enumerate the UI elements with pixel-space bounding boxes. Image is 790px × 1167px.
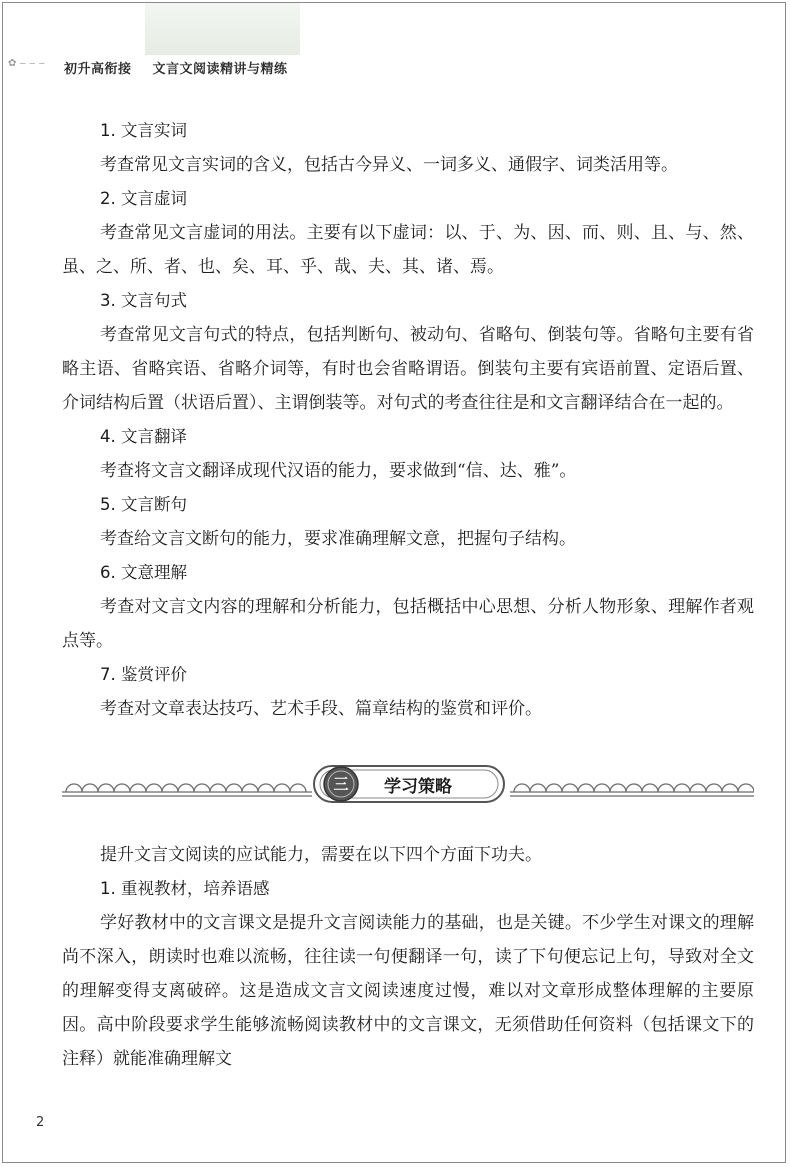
section-heading: 1. 文言实词 [100, 121, 187, 140]
section-body: 考查给文言文断句的能力，要求准确理解文意，把握句子结构。 [100, 529, 576, 549]
section-heading: 4. 文言翻译 [100, 427, 187, 446]
header-series: 初升高衔接 [64, 62, 132, 77]
section-4 [62, 420, 754, 488]
section-5 [62, 488, 754, 556]
running-header [64, 58, 288, 77]
section-6 [62, 556, 754, 658]
strategy-heading: 1. 重视教材，培养语感 [100, 879, 270, 898]
section-heading: 3. 文言句式 [100, 291, 187, 310]
section-7 [62, 658, 754, 726]
section-body: 考查对文言文内容的理解和分析能力，包括概括中心思想、分析人物形象、理解作者观点等。 [62, 597, 754, 651]
section-banner [62, 752, 754, 816]
section-body: 考查常见文言句式的特点，包括判断句、被动句、省略句、倒装句等。省略句主要有省略主语、省略宾语、省略介词等，有时也会省略谓语。倒装句主要有宾语前置、定语后置、介词结构后置（状语后置）、主谓倒装等。对句式的考查往往是和文言翻译结合在一起的。 [62, 325, 754, 413]
header-decoration [145, 3, 300, 55]
main-content [62, 114, 754, 1076]
section-heading: 7. 鉴赏评价 [100, 665, 187, 684]
corner-ornament: ✿ ‒ ‒ ‒ [8, 58, 46, 69]
section-3 [62, 284, 754, 420]
section-body: 考查常见文言实词的含义，包括古今异义、一词多义、通假字、词类活用等。 [100, 155, 678, 175]
strategy-intro: 提升文言文阅读的应试能力，需要在以下四个方面下功夫。 [100, 845, 542, 865]
header-book-title: 文言文阅读精讲与精练 [152, 62, 288, 77]
section-body: 考查对文章表达技巧、艺术手段、篇章结构的鉴赏和评价。 [100, 699, 542, 719]
section-body: 考查将文言文翻译成现代汉语的能力，要求做到“信、达、雅”。 [100, 461, 577, 481]
section-body: 考查常见文言虚词的用法。主要有以下虚词：以、于、为、因、而、则、且、与、然、虽、之、所、者、也、矣、耳、乎、哉、夫、其、诸、焉。 [62, 223, 754, 277]
banner-number: 三 [333, 775, 349, 793]
banner-title: 学习策略 [384, 777, 452, 797]
strategy-section [62, 838, 754, 1076]
section-2 [62, 182, 754, 284]
page-number: 2 [36, 1115, 45, 1130]
strategy-body: 学好教材中的文言课文是提升文言阅读能力的基础，也是关键。不少学生对课文的理解尚不深入，朗读时也难以流畅，往往读一句便翻译一句，读了下句便忘记上句，导致对全文的理解变得支离破碎。这是造成文言文阅读速度过慢，难以对文章形成整体理解的主要原因。高中阶段要求学生能够流畅阅读教材中的文言课文，无须借助任何资料（包括课文下的注释）就能准确理解文 [62, 913, 754, 1069]
section-heading: 5. 文言断句 [100, 495, 187, 514]
section-heading: 2. 文言虚词 [100, 189, 187, 208]
section-1 [62, 114, 754, 182]
section-heading: 6. 文意理解 [100, 563, 187, 582]
